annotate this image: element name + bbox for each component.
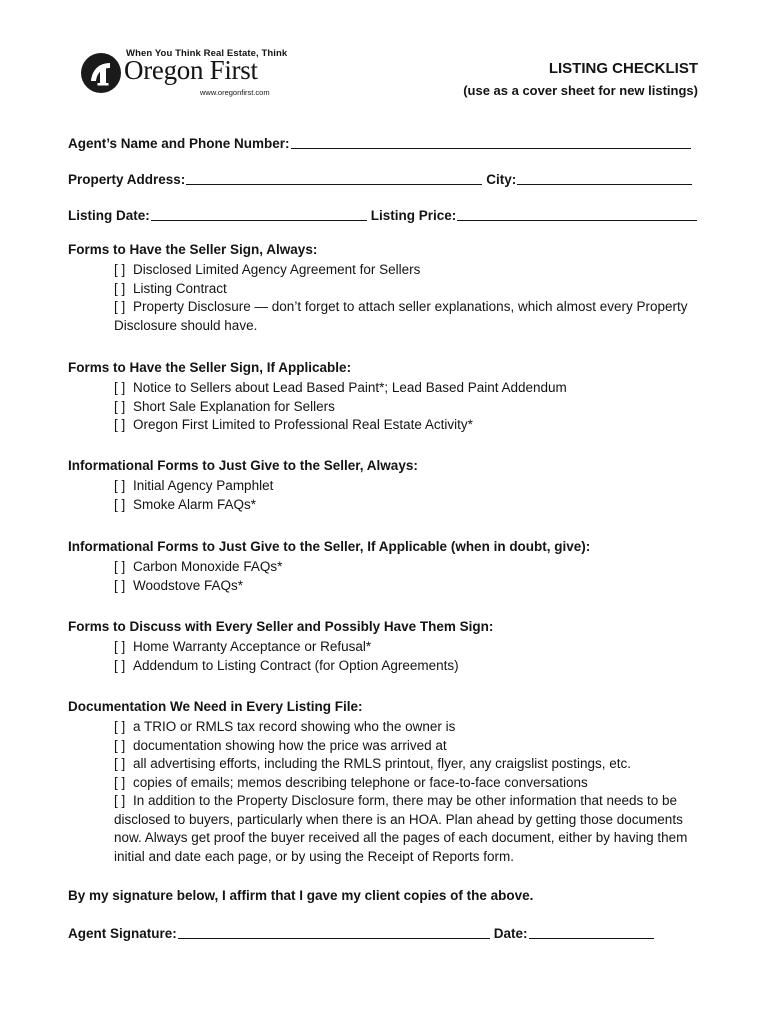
agent-name-phone-label: Agent’s Name and Phone Number: (68, 136, 290, 151)
section-heading: Forms to Have the Seller Sign, Always: (68, 242, 318, 257)
checklist-item-text: Woodstove FAQs* (133, 577, 244, 593)
section-heading: Forms to Have the Seller Sign, If Applicable: (68, 360, 352, 375)
checklist-item (68, 657, 708, 676)
signature-field-row (68, 924, 658, 941)
checklist-item-text: In addition to the Property Disclosure form, there may be other information that needs to be disclosed to buyers, particularly when there is an HOA. Plan ahead by getting those documents now. Always get proof the buyer received all the pages of each document, either by having them initial and date each page, or by using the Receipt of Reports form. (114, 793, 688, 864)
listing-price-label: Listing Price: (370, 208, 457, 223)
section-heading: Documentation We Need in Every Listing File: (68, 699, 363, 714)
checkbox[interactable]: [ ] (114, 299, 126, 314)
checkbox[interactable]: [ ] (114, 262, 126, 277)
checkbox[interactable]: [ ] (114, 774, 126, 790)
oregon-first-logo-icon (80, 52, 122, 94)
checkbox[interactable]: [ ] (114, 496, 126, 512)
logo-website: www.oregonfirst.com (200, 88, 270, 97)
checkbox[interactable]: [ ] (114, 639, 126, 654)
checklist-item (68, 496, 708, 515)
property-address-line[interactable] (186, 170, 482, 185)
section-heading: Forms to Discuss with Every Seller and Possibly Have Them Sign: (68, 619, 494, 634)
property-address-label: Property Address: (68, 172, 186, 187)
checkbox[interactable]: [ ] (114, 559, 126, 574)
listing-date-label: Listing Date: (68, 208, 150, 223)
checklist-item (68, 558, 708, 577)
checkbox[interactable]: [ ] (114, 417, 126, 432)
address-field-row (68, 170, 696, 187)
checklist-item-text: Initial Agency Pamphlet (133, 478, 274, 493)
agent-signature-line[interactable] (178, 924, 490, 939)
section-seller-sign-if-applicable (68, 360, 708, 435)
checklist-item (68, 298, 708, 335)
oregon-first-logo (80, 46, 290, 106)
checklist-item-text: a TRIO or RMLS tax record showing who the owner is (133, 719, 456, 734)
logo-tagline: When You Think Real Estate, Think (126, 48, 288, 59)
checklist-item (68, 755, 708, 774)
checkbox[interactable]: [ ] (114, 756, 126, 771)
agent-name-phone-line[interactable] (291, 134, 691, 149)
checklist-item-text: Property Disclosure — don’t forget to attach seller explanations, which almost every Property Disclosure should have. (114, 299, 688, 333)
checklist-item-text: documentation showing how the price was arrived at (133, 737, 447, 753)
checklist-item-text: Home Warranty Acceptance or Refusal* (133, 639, 372, 654)
checklist-item (68, 792, 708, 866)
section-heading: Informational Forms to Just Give to the Seller, Always: (68, 458, 418, 473)
section-informational-always (68, 458, 708, 514)
checklist-item (68, 416, 708, 435)
checklist-item (68, 774, 708, 793)
checklist-item-text: Short Sale Explanation for Sellers (133, 398, 335, 414)
checkbox[interactable]: [ ] (114, 380, 126, 395)
checkbox[interactable]: [ ] (114, 398, 126, 414)
date-label: Date: (493, 926, 528, 941)
checkbox[interactable]: [ ] (114, 478, 126, 493)
checkbox[interactable]: [ ] (114, 793, 126, 808)
signature-affirmation: By my signature below, I affirm that I gave my client copies of the above. (68, 888, 534, 903)
checkbox[interactable]: [ ] (114, 737, 126, 753)
listing-field-row (68, 206, 701, 223)
checklist-item-text: copies of emails; memos describing telephone or face-to-face conversations (133, 774, 588, 790)
section-informational-if-applicable (68, 539, 708, 595)
checklist-item-text: Listing Contract (133, 280, 227, 296)
agent-signature-label: Agent Signature: (68, 926, 177, 941)
checklist-item (68, 261, 708, 280)
checkbox[interactable]: [ ] (114, 577, 126, 593)
checklist-item (68, 638, 708, 657)
logo-brand-name: Oregon First (124, 55, 258, 85)
section-seller-sign-always (68, 242, 708, 335)
page-title: LISTING CHECKLIST (548, 60, 698, 77)
checkbox[interactable]: [ ] (114, 657, 126, 673)
checkbox[interactable]: [ ] (114, 719, 126, 734)
checklist-item (68, 718, 708, 737)
checklist-item-text: Carbon Monoxide FAQs* (133, 559, 283, 574)
checklist-item-text: Disclosed Limited Agency Agreement for Sellers (133, 262, 421, 277)
checklist-item-text: Oregon First Limited to Professional Real Estate Activity* (133, 417, 473, 432)
checklist-item-text: Addendum to Listing Contract (for Option Agreements) (133, 657, 459, 673)
agent-field-row (68, 134, 695, 151)
section-documentation (68, 699, 708, 866)
date-line[interactable] (529, 924, 654, 939)
checklist-item-text: Smoke Alarm FAQs* (133, 496, 257, 512)
checklist-item (68, 398, 708, 417)
listing-date-line[interactable] (151, 206, 367, 221)
listing-price-line[interactable] (457, 206, 697, 221)
checklist-item (68, 737, 708, 756)
section-discuss-with-seller (68, 619, 708, 675)
city-label: City: (486, 172, 517, 187)
checklist-item-text: all advertising efforts, including the RMLS printout, flyer, any craigslist postings, etc. (133, 756, 631, 771)
section-heading: Informational Forms to Just Give to the Seller, If Applicable (when in doubt, give): (68, 539, 591, 554)
city-line[interactable] (517, 170, 692, 185)
checklist-item (68, 477, 708, 496)
checklist-item (68, 379, 708, 398)
checkbox[interactable]: [ ] (114, 280, 126, 296)
checklist-item (68, 577, 708, 596)
checklist-item (68, 280, 708, 299)
page-subtitle: (use as a cover sheet for new listings) (463, 83, 698, 98)
checklist-item-text: Notice to Sellers about Lead Based Paint*; Lead Based Paint Addendum (133, 380, 567, 395)
